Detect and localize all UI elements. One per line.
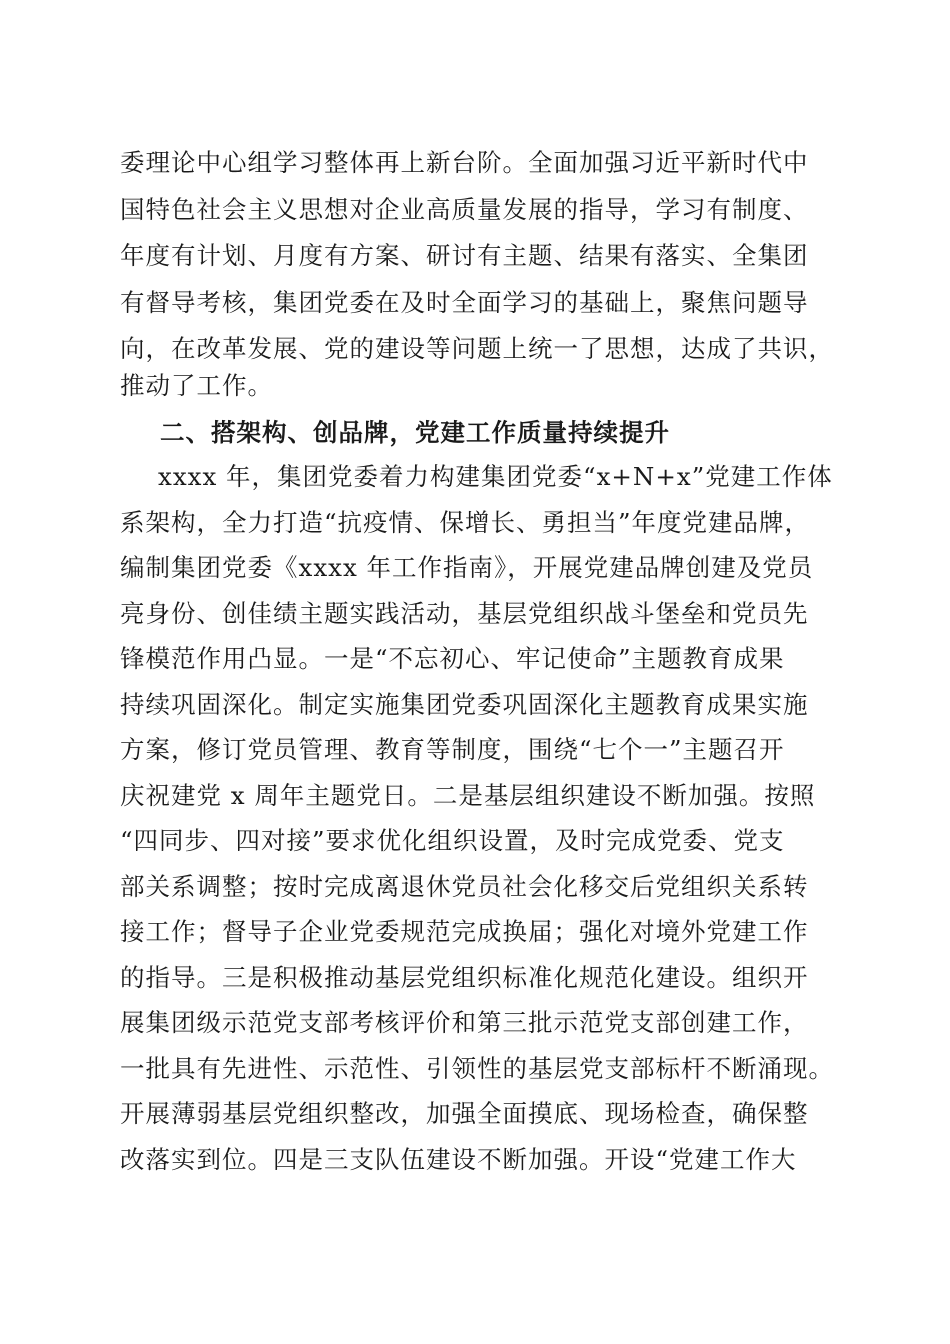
paragraph-line: 推动了工作。	[120, 371, 273, 400]
section-heading: 二、搭架构、创品牌，党建工作质量持续提升	[160, 418, 670, 447]
paragraph-line: 的指导。三是积极推动基层党组织标准化规范化建设。组织开	[120, 963, 809, 992]
paragraph-line: 年度有计划、月度有方案、研讨有主题、结果有落实、全集团	[120, 241, 809, 270]
paragraph-line: 庆祝建党 x 周年主题党日。二是基层组织建设不断加强。按照	[120, 781, 816, 810]
paragraph-line: 部关系调整；按时完成离退休党员社会化移交后党组织关系转	[120, 872, 809, 901]
paragraph-line: 编制集团党委《xxxx 年工作指南》，开展党建品牌创建及党员	[120, 553, 814, 582]
paragraph-line: 接工作；督导子企业党委规范完成换届；强化对境外党建工作	[120, 917, 809, 946]
paragraph-line: 开展薄弱基层党组织整改，加强全面摸底、现场检查，确保整	[120, 1099, 809, 1128]
paragraph-line: 委理论中心组学习整体再上新台阶。全面加强习近平新时代中	[120, 148, 809, 177]
paragraph-line: xxxx 年，集团党委着力构建集团党委“x+N+x”党建工作体	[158, 462, 833, 491]
paragraph-line: 方案，修订党员管理、教育等制度，围绕“七个一”主题召开	[120, 735, 785, 764]
paragraph-line: 改落实到位。四是三支队伍建设不断加强。开设“党建工作大	[120, 1145, 797, 1174]
paragraph-line: 持续巩固深化。制定实施集团党委巩固深化主题教育成果实施	[120, 690, 809, 719]
paragraph-line: 国特色社会主义思想对企业高质量发展的指导，学习有制度、	[120, 195, 809, 224]
paragraph-line: 亮身份、创佳绩主题实践活动，基层党组织战斗堡垒和党员先	[120, 599, 809, 628]
paragraph-line: 系架构，全力打造“抗疫情、保增长、勇担当”年度党建品牌，	[120, 508, 811, 537]
paragraph-line: 锋模范作用凸显。一是“不忘初心、牢记使命”主题教育成果	[120, 644, 785, 673]
paragraph-line: 一批具有先进性、示范性、引领性的基层党支部标杆不断涌现。	[120, 1054, 834, 1083]
paragraph-line: 向，在改革发展、党的建设等问题上统一了思想，达成了共识，	[120, 334, 834, 363]
paragraph-line: 展集团级示范党支部考核评价和第三批示范党支部创建工作，	[120, 1008, 809, 1037]
paragraph-line: 有督导考核，集团党委在及时全面学习的基础上，聚焦问题导	[120, 288, 809, 317]
paragraph-line: “四同步、四对接”要求优化组织设置，及时完成党委、党支	[120, 826, 785, 855]
